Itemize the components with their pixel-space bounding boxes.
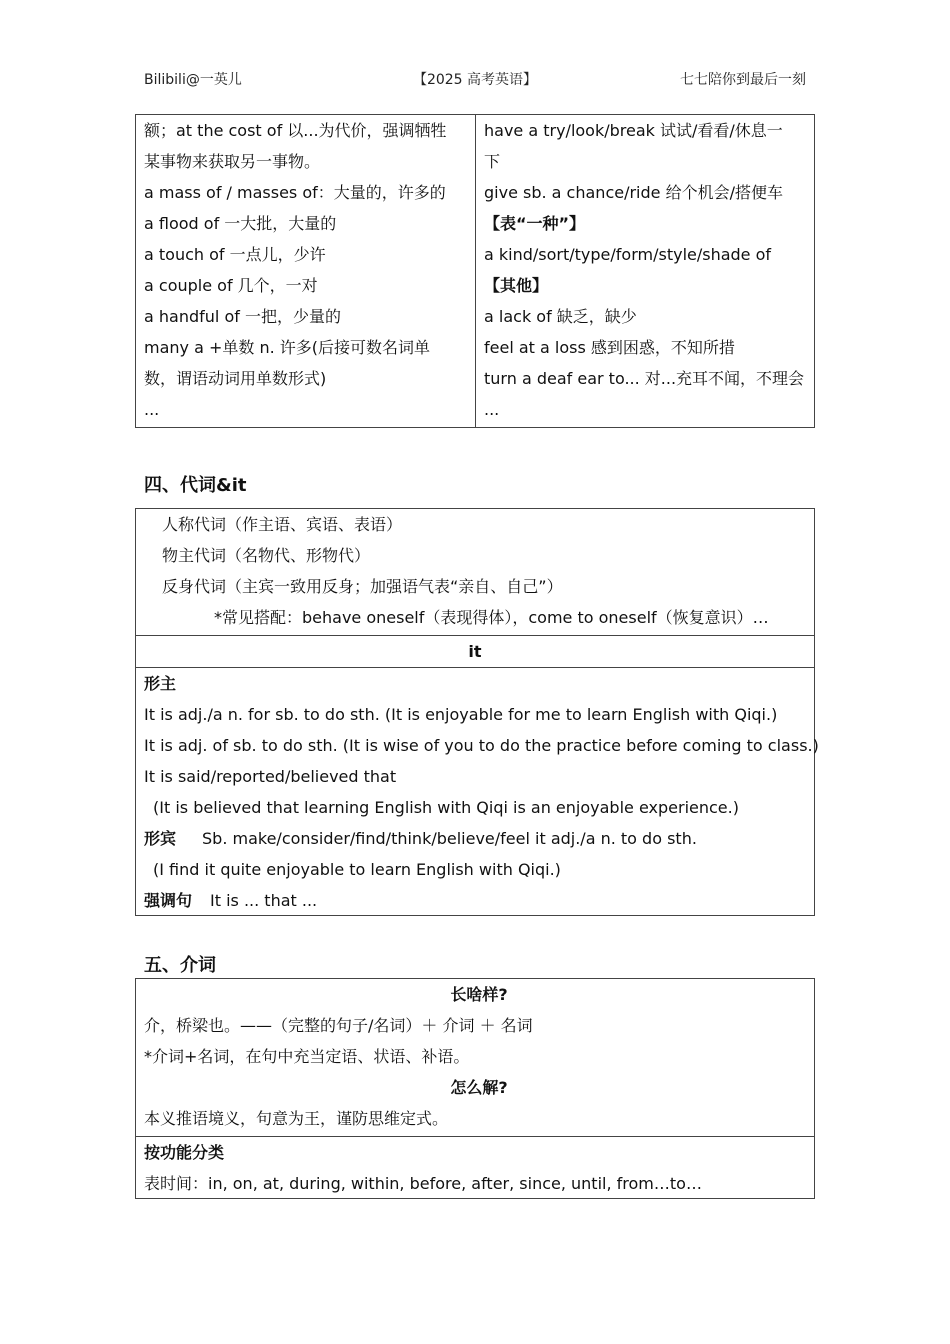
- category-heading: 【其他】: [484, 276, 549, 295]
- phrase-line: have a try/look/break 试试/看看/休息一: [484, 121, 783, 140]
- phrase-line: ...: [144, 400, 160, 419]
- definition-line: 介，桥梁也。——（完整的句子/名词）＋ 介词 ＋ 名词: [144, 1016, 533, 1035]
- question-heading: 怎么解?: [450, 1078, 508, 1097]
- preposition-table: [135, 978, 815, 1199]
- collocation-note: *常见搭配：behave oneself（表现得体），come to oneself（恢复意识）…: [214, 608, 769, 627]
- phrase-line: a flood of 一大批，大量的: [144, 214, 337, 233]
- formal-object-line: [144, 823, 814, 854]
- method-line: 本义推语境义，句意为王，谨防思维定式。: [144, 1109, 449, 1128]
- formal-subject-line: It is adj./a n. for sb. to do sth. (It is enjoyable for me to learn English with Qiqi.): [144, 705, 778, 724]
- header-right: 七七陪你到最后一刻: [680, 72, 806, 88]
- phrase-line: a mass of / masses of：大量的，许多的: [144, 183, 446, 202]
- preposition-classification: [136, 1137, 814, 1199]
- phrases-left-column: [136, 115, 476, 427]
- formal-object-label: 形宾: [144, 829, 177, 848]
- emphasis-label: 强调句: [144, 891, 193, 910]
- phrases-right-column: [476, 115, 814, 427]
- section-4-title: 四、代词&it: [144, 475, 247, 496]
- phrase-line: 数，谓语动词用单数形式): [144, 369, 327, 388]
- phrase-line: a lack of 缺乏，缺少: [484, 307, 637, 326]
- preposition-intro: [136, 979, 814, 1137]
- pronoun-type: 反身代词（主宾一致用反身；加强语气表“亲自、自己”）: [162, 577, 563, 596]
- phrase-line: a couple of 几个，一对: [144, 276, 318, 295]
- pronoun-type: 物主代词（名物代、形物代）: [162, 546, 371, 565]
- formal-subject-line: (It is believed that learning English with Qiqi is an enjoyable experience.): [153, 798, 739, 817]
- question-heading: 长啥样?: [450, 985, 508, 1004]
- phrase-line: a kind/sort/type/form/style/shade of: [484, 245, 772, 264]
- category-heading: 【表“一种”】: [484, 214, 586, 233]
- phrase-line: feel at a loss 感到困惑，不知所措: [484, 338, 735, 357]
- phrase-line: ...: [484, 400, 500, 419]
- phrase-line: a touch of 一点儿，少许: [144, 245, 326, 264]
- phrase-line: give sb. a chance/ride 给个机会/搭便车: [484, 183, 783, 202]
- formal-subject-label: 形主: [144, 674, 177, 693]
- section-5-title: 五、介词: [144, 955, 216, 976]
- time-prepositions: 表时间：in, on, at, during, within, before, after, since, until, from…to…: [144, 1174, 702, 1193]
- phrases-table: [135, 114, 815, 428]
- emphasis-pattern: It is ... that ...: [210, 891, 318, 910]
- header-left: Bilibili@一英儿: [144, 72, 242, 88]
- formal-subject-line: It is adj. of sb. to do sth. (It is wise of you to do the practice before coming to class.): [144, 736, 819, 755]
- formal-object-example: (I find it quite enjoyable to learn English with Qiqi.): [153, 860, 561, 879]
- phrase-line: a handful of 一把，少量的: [144, 307, 341, 326]
- pronoun-types: [136, 509, 814, 636]
- classify-title: 按功能分类: [144, 1143, 225, 1162]
- phrase-line: many a +单数 n. 许多(后接可数名词单: [144, 338, 431, 357]
- it-usage: [136, 668, 819, 916]
- it-header: it: [136, 636, 814, 668]
- phrase-line: 下: [484, 152, 501, 171]
- formal-object-pattern: Sb. make/consider/find/think/believe/feel it adj./a n. to do sth.: [202, 829, 697, 848]
- pronoun-type: 人称代词（作主语、宾语、表语）: [162, 515, 403, 534]
- emphasis-line: [144, 885, 814, 916]
- phrase-line: 额；at the cost of 以...为代价，强调牺牲: [144, 121, 447, 140]
- phrase-line: turn a deaf ear to... 对...充耳不闻，不理会: [484, 369, 805, 388]
- pronoun-table: [135, 508, 819, 916]
- header-center: 【2025 高考英语】: [412, 72, 538, 88]
- formal-subject-line: It is said/reported/believed that: [144, 767, 397, 786]
- note-line: *介词+名词，在句中充当定语、状语、补语。: [144, 1047, 470, 1066]
- phrase-line: 某事物来获取另一事物。: [144, 152, 321, 171]
